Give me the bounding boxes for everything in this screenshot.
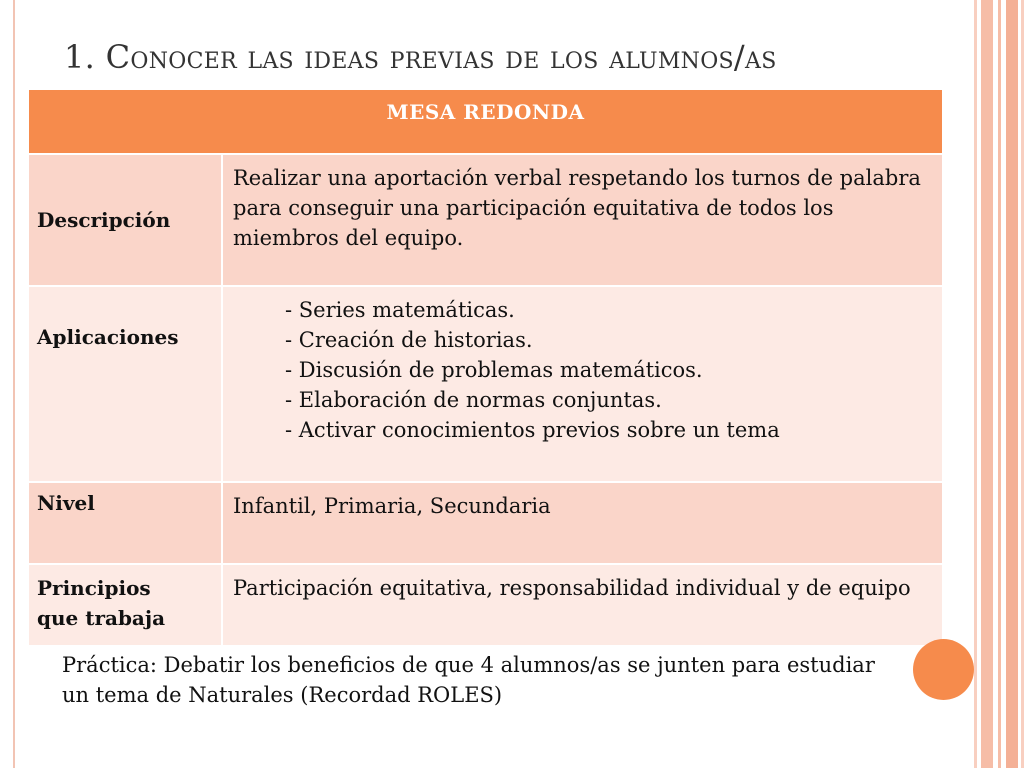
row-label-nivel: Nivel bbox=[28, 482, 222, 564]
row-list-aplicaciones bbox=[222, 286, 943, 482]
table-header-row bbox=[28, 89, 943, 154]
table-row-principios bbox=[28, 564, 943, 646]
row-label-principios: Principios que trabaja bbox=[28, 564, 222, 646]
row-text-principios: Participación equitativa, responsabilidad individual y de equipo bbox=[222, 564, 943, 646]
decorative-side-bars bbox=[974, 0, 1024, 768]
list-item: - Creación de historias. bbox=[285, 328, 533, 352]
decorative-circle bbox=[913, 639, 974, 700]
list-item: - Activar conocimientos previos sobre un tema bbox=[285, 418, 780, 442]
list-item: - Series matemáticas. bbox=[285, 298, 515, 322]
row-text-nivel: Infantil, Primaria, Secundaria bbox=[222, 482, 943, 564]
table-row-aplicaciones bbox=[28, 286, 943, 482]
practice-text: Práctica: Debatir los beneficios de que 4 alumnos/as se junten para estudiar un tema de Naturales (Recordad ROLES) bbox=[62, 653, 875, 707]
mesa-redonda-table bbox=[27, 88, 944, 647]
row-label-descripcion: Descripción bbox=[28, 154, 222, 286]
list-item: - Elaboración de normas conjuntas. bbox=[285, 388, 662, 412]
list-item: - Discusión de problemas matemáticos. bbox=[285, 358, 703, 382]
table-row-nivel bbox=[28, 482, 943, 564]
row-text-descripcion: Realizar una aportación verbal respetando los turnos de palabra para conseguir una participación equitativa de todos los miembros del equipo. bbox=[222, 154, 943, 286]
left-border-line bbox=[13, 0, 15, 768]
table-row-descripcion bbox=[28, 154, 943, 286]
slide-title: 1. Conocer las ideas previas de los alumnos/as bbox=[64, 38, 777, 76]
table-header: MESA REDONDA bbox=[28, 89, 943, 154]
row-label-aplicaciones: Aplicaciones bbox=[28, 286, 222, 482]
